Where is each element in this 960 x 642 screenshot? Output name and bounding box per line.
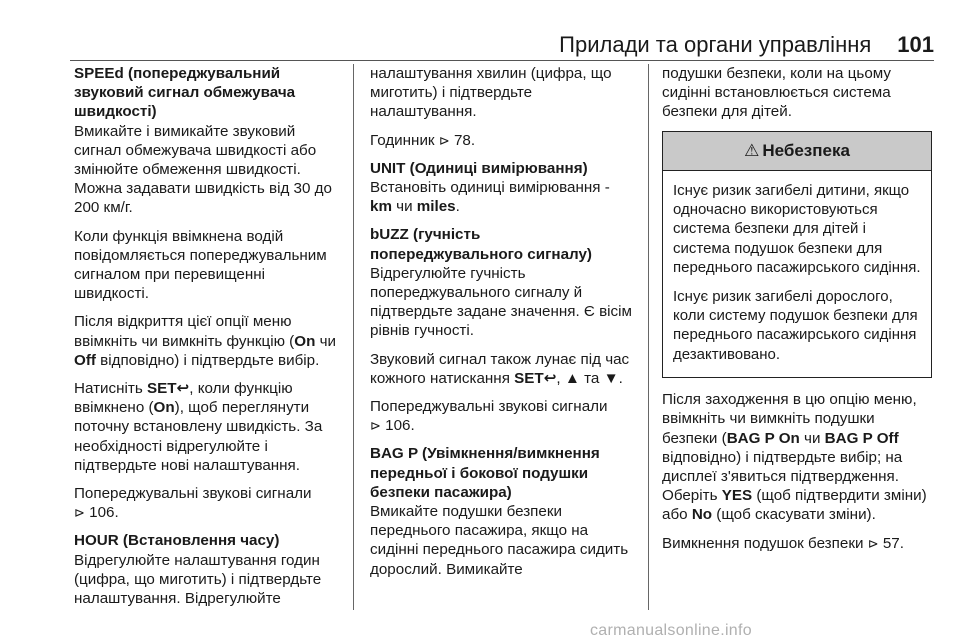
paragraph: Відрегулюйте налаштування годин (цифра, що миготить) і підтвердьте налаштування. Відрегулюйте xyxy=(74,551,322,608)
no-label: No xyxy=(691,506,713,524)
warning-icon: ⚠ xyxy=(744,141,760,160)
reference-arrow-icon: ⊳ xyxy=(370,418,381,434)
text: Вимкнення подушок безпеки xyxy=(662,534,864,552)
bag-heading: BAG P (Увімкнення/вимкнення передньої і бокової подушки безпеки пасажира) xyxy=(370,445,600,501)
km-label: km xyxy=(370,198,392,216)
paragraph: Вмикайте подушки безпеки переднього пасажира, якщо на сидінні переднього пасажира сидить дорослий. Вимикайте xyxy=(370,503,629,578)
paragraph: Звуковий сигнал також лунає під час кожного натискання SET↩, ▲ та ▼. xyxy=(370,350,630,387)
text: Годинник xyxy=(370,131,435,149)
paragraph: Відрегулюйте гучність попереджувального сигналу й підтвердьте задане значення. Є вісім рівнів гучності. xyxy=(370,264,632,340)
paragraph xyxy=(74,379,344,475)
text: (щоб скасувати зміни). xyxy=(712,506,876,524)
watermark: carmanualsonline.info xyxy=(590,622,752,639)
paragraph: Існує ризик загибелі дитини, якщо одночасно використовуються система безпеки для дітей і система подушок безпеки для переднього пасажирського сидіння. xyxy=(673,181,921,277)
text: Встановіть одиниці вимірювання - xyxy=(370,179,610,197)
column-divider xyxy=(648,64,649,610)
on-label: On xyxy=(294,332,316,350)
page-reference[interactable]: 78. xyxy=(449,131,476,149)
column-3 xyxy=(662,64,932,562)
column-divider xyxy=(353,64,354,610)
text: та xyxy=(579,369,604,387)
page-header xyxy=(70,24,934,61)
return-icon: ↩ xyxy=(543,369,557,387)
paragraph xyxy=(370,131,632,150)
set-label: SET xyxy=(146,380,177,398)
text: чи xyxy=(799,429,825,447)
off-label: Off xyxy=(74,351,96,369)
text: . xyxy=(455,198,460,216)
speed-heading: SPEEd (попереджувальний звуковий сигнал обмежувача швидкості) xyxy=(74,65,296,121)
column-2 xyxy=(370,64,632,588)
text: Натисніть xyxy=(74,380,147,398)
danger-title: Небезпека xyxy=(762,141,850,160)
text: Попереджувальні звукові сигнали xyxy=(370,398,608,416)
reference-arrow-icon: ⊳ xyxy=(867,535,879,551)
text: відповідно) і підтвердьте вибір; на дисплеї з'явиться підтвердження. Оберіть xyxy=(662,448,903,505)
paragraph xyxy=(74,484,344,522)
text: відповідно) і підтвердьте вибір. xyxy=(95,351,320,369)
text: чи xyxy=(391,198,417,216)
on-label: On xyxy=(153,399,175,417)
paragraph: Коли функція ввімкнена водій повідомляється попереджувальним сигналом при перевищенні швидкості. xyxy=(74,227,327,303)
down-arrow-icon: ▼ xyxy=(603,369,619,387)
danger-body xyxy=(663,171,931,378)
paragraph: Вмикайте і вимикайте звуковий сигнал обмежувача швидкості або змінюйте обмеження швидкості. Можна задавати швидкість від 30 до 200 км/г. xyxy=(74,122,332,217)
return-icon: ↩ xyxy=(176,380,190,398)
paragraph: Існує ризик загибелі дорослого, коли систему подушок безпеки для переднього пасажирського сидіння дезактивовано. xyxy=(673,287,918,363)
text: Попереджувальні звукові сигнали xyxy=(74,485,312,503)
bag-on-label: BAG P On xyxy=(726,429,800,447)
paragraph: налаштування хвилин (цифра, що миготить) і підтвердьте налаштування. xyxy=(370,65,612,121)
danger-box xyxy=(662,131,932,379)
text: Після заходження в цю опцію меню, ввімкніть чи вимкніть подушки безпеки ( xyxy=(662,391,917,447)
text: Звуковий сигнал також лунає під час кожного натискання xyxy=(370,350,630,387)
up-arrow-icon: ▲ xyxy=(564,369,580,387)
page-reference[interactable]: 106. xyxy=(84,504,119,522)
paragraph xyxy=(370,397,632,435)
text: , коли функцію ввімкнено ( xyxy=(74,380,293,417)
text: чи xyxy=(315,332,336,350)
reference-arrow-icon: ⊳ xyxy=(74,505,85,521)
page-title: Прилади та органи управління xyxy=(559,32,872,57)
reference-arrow-icon: ⊳ xyxy=(438,132,450,148)
text: ), щоб переглянути поточну встановлену швидкість. За необхідності відрегулюйте і підтвердьте нові налаштування. xyxy=(74,399,323,474)
paragraph xyxy=(74,312,344,370)
set-label: SET xyxy=(514,369,544,387)
paragraph: подушки безпеки, коли на цьому сидінні встановлюється система безпеки для дітей. xyxy=(662,65,891,121)
column-1 xyxy=(74,64,344,617)
text: Після відкриття цієї опції меню ввімкніть чи вимкніть функцію ( xyxy=(74,313,295,350)
buzz-heading: bUZZ (гучність попереджувального сигналу) xyxy=(370,226,592,263)
page-reference[interactable]: 106. xyxy=(380,417,415,435)
page-number: 101 xyxy=(897,32,934,57)
miles-label: miles xyxy=(416,198,456,216)
paragraph xyxy=(662,534,932,553)
unit-heading: UNIT (Одиниці вимірювання) xyxy=(370,159,588,177)
page-reference[interactable]: 57. xyxy=(878,534,904,552)
paragraph xyxy=(662,390,932,524)
danger-header xyxy=(663,132,931,171)
text: (щоб підтвердити зміни) або xyxy=(662,487,927,524)
yes-label: YES xyxy=(721,487,753,505)
bag-off-label: BAG P Off xyxy=(824,429,899,447)
text: . xyxy=(618,369,623,387)
hour-heading: HOUR (Встановлення часу) xyxy=(74,532,280,550)
paragraph xyxy=(370,178,632,216)
